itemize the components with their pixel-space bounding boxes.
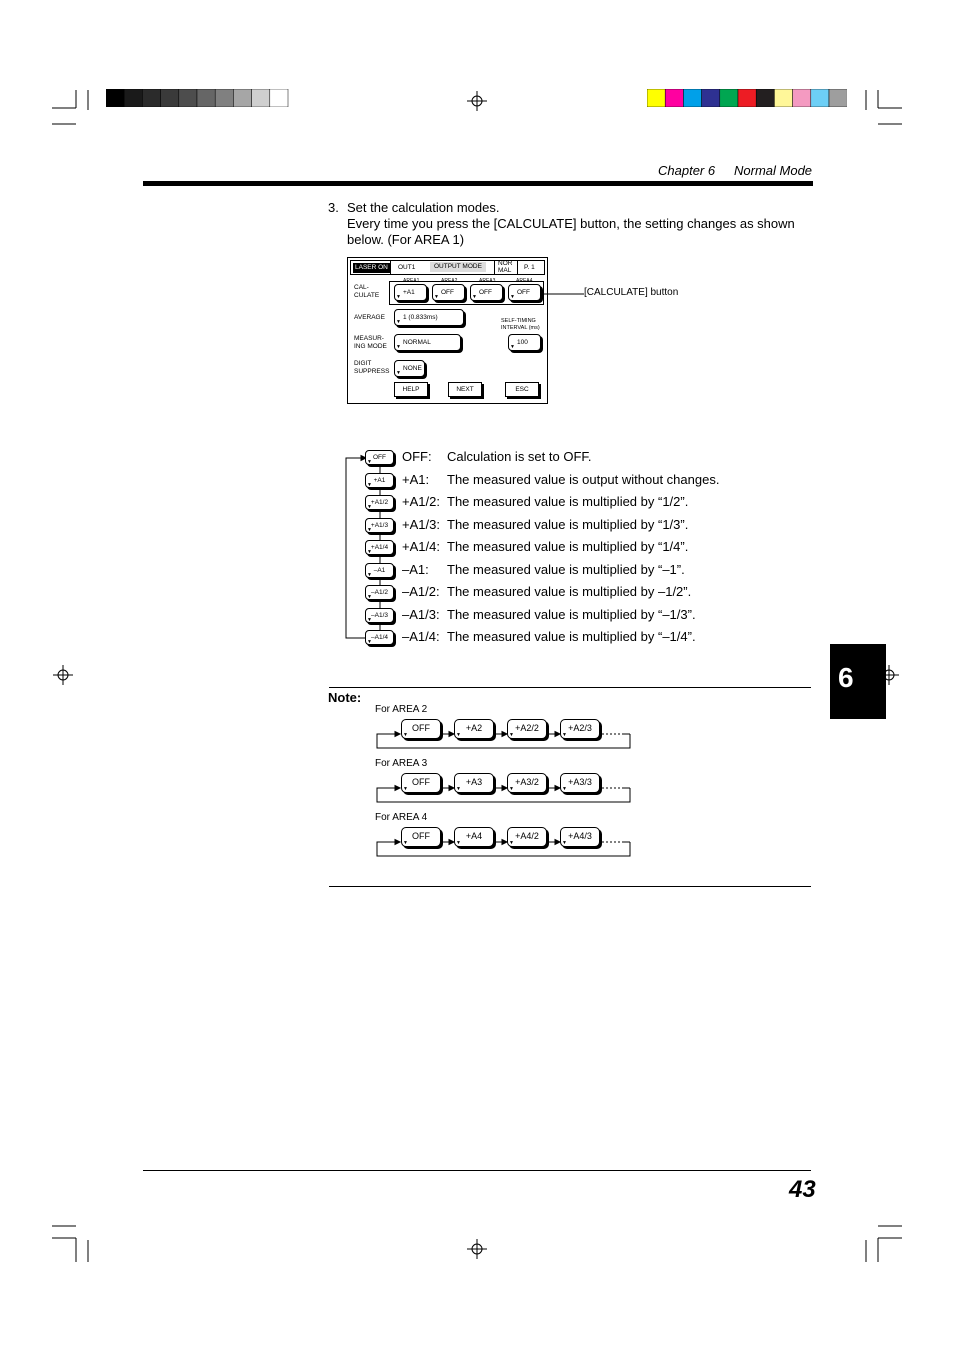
chevron-down-icon: ▼ <box>456 786 461 792</box>
sequence-button: ▼ –A1/3 <box>365 608 394 623</box>
note-area-button: ▼ OFF <box>401 719 441 739</box>
gray-swatch <box>215 89 233 107</box>
sequence-description: +A1/2: The measured value is multiplied by “1/2”. <box>402 494 689 509</box>
sequence-button: ▼ +A1/3 <box>365 518 394 533</box>
gray-swatch <box>252 89 270 107</box>
calculate-label-2: CULATE <box>354 292 380 299</box>
color-swatch <box>774 89 792 107</box>
sequence-description: –A1/4: The measured value is multiplied by “–1/4”. <box>402 629 696 644</box>
chevron-down-icon: ▼ <box>509 786 514 792</box>
sequence-description: +A1: The measured value is output without changes. <box>402 471 720 487</box>
chevron-down-icon: ▼ <box>456 840 461 846</box>
chevron-down-icon: ▼ <box>562 786 567 792</box>
normal-label-1: NOR <box>498 260 513 267</box>
area-label-4: AREA4 <box>516 278 533 284</box>
sequence-button: ▼ –A1 <box>365 563 394 578</box>
note-area-button: ▼ OFF <box>401 773 441 793</box>
sequence-description: +A1/3: The measured value is multiplied by “1/3”. <box>402 516 689 532</box>
chevron-down-icon: ▼ <box>396 294 401 300</box>
color-swatch <box>829 89 847 107</box>
gray-swatch <box>270 89 288 107</box>
out1-tab[interactable]: OUT1 <box>398 264 416 271</box>
gray-swatch <box>233 89 251 107</box>
step-title: Set the calculation modes. <box>347 200 500 215</box>
self-timing-button[interactable]: ▼ 100 <box>508 334 541 351</box>
chevron-down-icon: ▼ <box>367 571 372 578</box>
self-timing-label-2: INTERVAL (ms) <box>501 325 540 331</box>
chevron-down-icon: ▼ <box>367 616 372 623</box>
sequence-button: ▼ +A1 <box>365 473 394 488</box>
page-indicator: P. 1 <box>524 264 535 271</box>
header-rule <box>143 181 813 186</box>
sequence-description: +A1/4: The measured value is multiplied by “1/4”. <box>402 539 689 554</box>
digit-label-1: DIGIT <box>354 360 372 367</box>
note-area-button: ▼ +A4/3 <box>560 827 600 847</box>
callout-line <box>540 290 590 298</box>
chevron-down-icon: ▼ <box>367 526 372 533</box>
note-area-button: ▼ +A3/2 <box>507 773 547 793</box>
color-swatch <box>720 89 738 107</box>
digit-suppress-button[interactable]: ▼ NONE <box>394 360 425 377</box>
header-section: Normal Mode <box>734 163 813 178</box>
gray-swatch <box>197 89 215 107</box>
page-number: 43 <box>789 1176 816 1203</box>
footer-rule <box>143 1170 811 1171</box>
chevron-down-icon: ▼ <box>367 594 372 600</box>
chevron-down-icon: ▼ <box>472 294 477 300</box>
calculate-area4-button[interactable]: ▼ OFF <box>508 284 541 301</box>
note-title: Note: <box>328 690 362 705</box>
next-button[interactable]: NEXT <box>448 382 482 397</box>
chevron-down-icon: ▼ <box>403 840 408 846</box>
chevron-down-icon: ▼ <box>456 732 461 738</box>
chevron-down-icon: ▼ <box>367 504 372 510</box>
chevron-down-icon: ▼ <box>510 344 515 350</box>
sequence-description: –A1: The measured value is multiplied by “–1”. <box>402 561 685 577</box>
color-swatch <box>683 89 701 107</box>
self-timing-label-1: SELF-TIMING <box>501 318 536 324</box>
chevron-down-icon: ▼ <box>367 549 372 555</box>
chevron-down-icon: ▼ <box>403 732 408 738</box>
sequence-description: OFF: Calculation is set to OFF. <box>402 449 592 464</box>
calculate-label-1: CAL- <box>354 284 369 291</box>
normal-label-2: MAL <box>498 267 512 274</box>
average-label: AVERAGE <box>354 314 385 321</box>
gray-swatch <box>106 89 124 107</box>
note-area-button: ▼ +A2 <box>454 719 494 739</box>
color-calibration-bar <box>647 89 847 107</box>
sequence-description: –A1/3: The measured value is multiplied by “–1/3”. <box>402 606 696 622</box>
gray-calibration-bar <box>106 89 306 107</box>
chevron-down-icon: ▼ <box>403 786 408 792</box>
color-swatch <box>647 89 665 107</box>
calculate-button-callout: [CALCULATE] button <box>584 287 679 298</box>
average-button[interactable]: ▼ 1 (0.833ms) <box>394 309 464 326</box>
laser-on-indicator: LASER ON <box>355 264 388 271</box>
measuring-label-2: ING MODE <box>354 343 387 350</box>
chevron-down-icon: ▼ <box>367 639 372 645</box>
area-label-3: AREA3 <box>479 278 496 284</box>
gray-swatch <box>179 89 197 107</box>
note-area-button: ▼ OFF <box>401 827 441 847</box>
chevron-down-icon: ▼ <box>510 294 515 300</box>
color-swatch <box>811 89 829 107</box>
note-area-button: ▼ +A4/2 <box>507 827 547 847</box>
output-mode-tab[interactable]: OUTPUT MODE <box>430 262 486 272</box>
calculate-area3-button[interactable]: ▼ OFF <box>470 284 503 301</box>
note-area-button: ▼ +A3/3 <box>560 773 600 793</box>
measuring-label-1: MEASUR- <box>354 335 384 342</box>
color-swatch <box>756 89 774 107</box>
sequence-button: ▼ +A1/2 <box>365 495 394 510</box>
esc-button[interactable]: ESC <box>505 382 539 397</box>
calculate-area2-button[interactable]: ▼ OFF <box>432 284 465 301</box>
note-area-button: ▼ +A3 <box>454 773 494 793</box>
chevron-down-icon: ▼ <box>562 732 567 738</box>
sequence-button: ▼ +A1/4 <box>365 540 394 555</box>
gray-swatch <box>124 89 142 107</box>
note-area-label: For AREA 2 <box>375 704 428 715</box>
measuring-mode-button[interactable]: ▼ NORMAL <box>394 334 461 351</box>
note-area-label: For AREA 3 <box>375 758 428 769</box>
color-swatch <box>665 89 683 107</box>
digit-label-2: SUPPRESS <box>354 368 390 375</box>
header-chapter: Chapter 6 <box>658 163 716 178</box>
color-swatch <box>738 89 756 107</box>
chevron-down-icon: ▼ <box>396 370 401 376</box>
chevron-down-icon: ▼ <box>367 481 372 488</box>
calculate-area1-button[interactable]: ▼ +A1 <box>394 284 427 301</box>
note-top-rule <box>329 687 811 688</box>
note-area-button: ▼ +A2/3 <box>560 719 600 739</box>
chevron-down-icon: ▼ <box>434 294 439 300</box>
chevron-down-icon: ▼ <box>509 840 514 846</box>
step-body: Every time you press the [CALCULATE] button, the setting changes as shown below. (For AREA 1) <box>347 216 795 247</box>
note-area-label: For AREA 4 <box>375 812 428 823</box>
sequence-button: ▼ –A1/4 <box>365 630 394 645</box>
help-button[interactable]: HELP <box>394 382 428 397</box>
sensor-screen <box>347 257 548 404</box>
chevron-down-icon: ▼ <box>509 732 514 738</box>
chevron-down-icon: ▼ <box>367 459 372 465</box>
chevron-down-icon: ▼ <box>396 319 401 325</box>
sequence-description: –A1/2: The measured value is multiplied by –1/2”. <box>402 584 692 599</box>
note-area-button: ▼ +A4 <box>454 827 494 847</box>
note-area-button: ▼ +A2/2 <box>507 719 547 739</box>
gray-swatch <box>161 89 179 107</box>
sequence-button: ▼ OFF <box>365 450 394 465</box>
area-label-1: AREA1 <box>403 278 420 284</box>
color-swatch <box>793 89 811 107</box>
chevron-down-icon: ▼ <box>396 344 401 350</box>
gray-swatch <box>142 89 160 107</box>
color-swatch <box>702 89 720 107</box>
chapter-tab-number: 6 <box>838 662 854 693</box>
sequence-button: ▼ –A1/2 <box>365 585 394 600</box>
chevron-down-icon: ▼ <box>562 840 567 846</box>
area-label-2: AREA2 <box>441 278 458 284</box>
note-bottom-rule <box>329 886 811 887</box>
step-number: 3. <box>328 200 339 215</box>
